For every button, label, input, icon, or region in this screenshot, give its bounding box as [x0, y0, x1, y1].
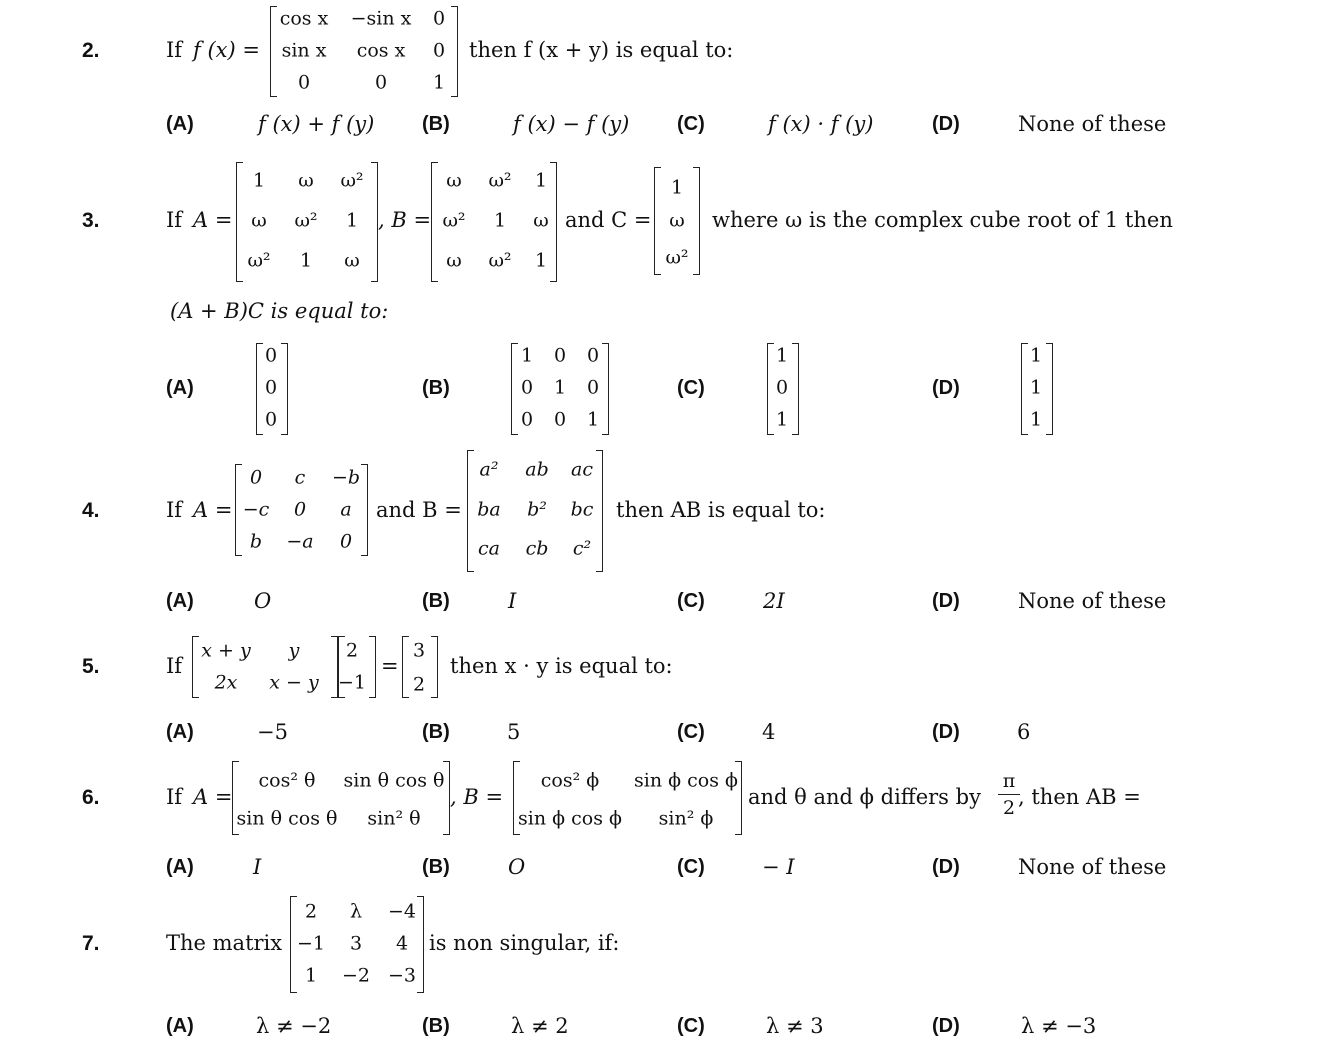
matrix-cell: ω: [298, 169, 314, 192]
option-label[interactable]: (C): [677, 721, 705, 743]
option-label[interactable]: (C): [677, 1015, 705, 1037]
option-label[interactable]: (A): [166, 1015, 194, 1037]
fraction-bar: [998, 794, 1020, 795]
matrix-cell: −1: [337, 671, 367, 694]
question-if: If: [166, 498, 183, 522]
option-text[interactable]: O: [254, 589, 272, 613]
matrix-b: [431, 162, 557, 282]
matrix-cell: 2x: [214, 671, 238, 694]
right-bracket: [361, 464, 368, 556]
option-label[interactable]: (D): [932, 113, 960, 135]
fraction-pi-over-2: [998, 770, 1020, 819]
matrix-cell: 2: [345, 639, 359, 662]
matrix-cell: ω²: [488, 169, 512, 192]
option-text[interactable]: λ ≠ −3: [1021, 1014, 1097, 1038]
matrix-cell: y: [288, 639, 300, 662]
left-bracket: [431, 162, 438, 282]
option-text[interactable]: λ ≠ −2: [256, 1014, 332, 1038]
option-text[interactable]: I: [508, 589, 517, 613]
matrix-cell: 0: [374, 71, 388, 94]
matrix-cell: 0: [432, 7, 446, 30]
option-text[interactable]: f (x) · f (y): [768, 112, 874, 136]
matrix-cell: cos² θ: [258, 769, 316, 792]
option-label[interactable]: (D): [932, 721, 960, 743]
matrix-cell: 1: [670, 176, 684, 199]
matrix-cell: 3: [349, 932, 363, 955]
matrix-cell: 1: [553, 376, 567, 399]
right-bracket: [431, 636, 438, 698]
matrix-cell: x + y: [201, 639, 251, 662]
right-bracket: [281, 343, 288, 435]
matrix-cell: 1: [299, 249, 313, 272]
matrix-cell: ω: [446, 249, 462, 272]
left-bracket: [767, 343, 774, 435]
option-label[interactable]: (C): [677, 856, 705, 878]
matrix-cell: −2: [341, 964, 371, 987]
option-text[interactable]: −5: [257, 720, 288, 744]
matrix-cell: 0: [520, 408, 534, 431]
option-label[interactable]: (B): [422, 377, 450, 399]
matrix-cell: 1: [1029, 376, 1043, 399]
option-label[interactable]: (A): [166, 856, 194, 878]
matrix-cell: 0: [293, 498, 307, 521]
matrix-cell: 1: [586, 408, 600, 431]
matrix-b: [338, 636, 376, 698]
option-text[interactable]: 6: [1017, 720, 1031, 744]
matrix-cell: 1: [252, 169, 266, 192]
option-label[interactable]: (C): [677, 377, 705, 399]
matrix-cell: sin θ cos θ: [236, 807, 338, 830]
question-stem-tail: then f (x + y) is equal to:: [469, 38, 734, 62]
right-bracket: [417, 896, 424, 993]
matrix-cell: 0: [264, 376, 278, 399]
right-bracket: [331, 636, 338, 698]
option-matrix[interactable]: [767, 343, 799, 435]
matrix-a: [192, 636, 338, 698]
left-bracket: [270, 6, 277, 97]
question-stem-tail: is non singular, if:: [429, 931, 620, 955]
option-label[interactable]: (D): [932, 590, 960, 612]
matrix-cell: ω²: [665, 246, 689, 269]
matrix-cell: −sin x: [350, 7, 412, 30]
question-stem-tail: where ω is the complex cube root of 1 then: [712, 208, 1173, 232]
right-bracket: [596, 450, 603, 572]
question-number: 6.: [82, 786, 100, 809]
matrix-cell: −b: [331, 466, 361, 489]
option-text[interactable]: None of these: [1018, 855, 1167, 879]
matrix-c-label: and C =: [565, 208, 652, 232]
matrix-cell: 1: [432, 71, 446, 94]
matrix-cell: 0: [339, 530, 353, 553]
question-stem-tail: then x · y is equal to:: [450, 654, 673, 678]
matrix-cell: ω: [251, 209, 267, 232]
matrix-cell: ω²: [488, 249, 512, 272]
matrix-cell: 2: [412, 673, 426, 696]
option-label[interactable]: (A): [166, 590, 194, 612]
matrix-cell: 0: [264, 344, 278, 367]
right-bracket: [369, 636, 376, 698]
right-bracket: [550, 162, 557, 282]
matrix-cell: sin θ cos θ: [343, 769, 445, 792]
question-number: 5.: [82, 655, 100, 678]
matrix-cell: 3: [412, 639, 426, 662]
question-number: 2.: [82, 39, 100, 62]
matrix-cell: sin ϕ cos ϕ: [518, 807, 622, 830]
matrix-cell: −4: [387, 900, 417, 923]
matrix-cell: ω: [446, 169, 462, 192]
option-label[interactable]: (B): [422, 856, 450, 878]
matrix-cell: 0: [297, 71, 311, 94]
matrix-cell: 4: [395, 932, 409, 955]
matrix-cell: x − y: [269, 671, 319, 694]
option-label[interactable]: (B): [422, 590, 450, 612]
matrix-b-label: , B =: [378, 208, 432, 232]
option-text[interactable]: f (x) − f (y): [513, 112, 630, 136]
question-number: 4.: [82, 499, 100, 522]
matrix-cell: ω: [669, 209, 685, 232]
equals-sign: =: [381, 654, 399, 678]
matrix-cell: ω²: [247, 249, 271, 272]
option-label[interactable]: (B): [422, 1015, 450, 1037]
matrix-equation-label: f (x) =: [193, 38, 260, 62]
option-matrix[interactable]: [256, 343, 288, 435]
option-label[interactable]: (A): [166, 721, 194, 743]
left-bracket: [654, 167, 661, 275]
matrix-cell: ω: [533, 209, 549, 232]
right-bracket: [602, 343, 609, 435]
matrix-cell: ω²: [294, 209, 318, 232]
matrix-c: [402, 636, 438, 698]
matrix-cell: 0: [520, 376, 534, 399]
option-text[interactable]: 4: [762, 720, 776, 744]
question-stem-tail: then AB is equal to:: [616, 498, 826, 522]
option-text[interactable]: None of these: [1018, 589, 1167, 613]
option-label[interactable]: (C): [677, 113, 705, 135]
matrix-cell: 1: [520, 344, 534, 367]
option-text[interactable]: O: [508, 855, 526, 879]
left-bracket: [1021, 343, 1028, 435]
right-bracket: [792, 343, 799, 435]
matrix-cell: cos x: [279, 7, 329, 30]
option-label[interactable]: (C): [677, 590, 705, 612]
matrix-cell: cb: [525, 537, 549, 560]
matrix-7: [290, 896, 424, 993]
question-stem-tail: , then AB =: [1018, 785, 1141, 809]
fraction-numerator: π: [1002, 770, 1016, 792]
left-bracket: [467, 450, 474, 572]
matrix-a-label: A =: [193, 498, 233, 522]
question-stem-tail: and θ and ϕ differs by: [748, 785, 981, 809]
matrix-cell: 0: [586, 344, 600, 367]
matrix-cell: 0: [553, 408, 567, 431]
matrix-cell: 0: [264, 408, 278, 431]
option-label[interactable]: (B): [422, 113, 450, 135]
option-text[interactable]: 2I: [763, 589, 785, 613]
question-stem-pre: The matrix: [166, 931, 283, 955]
question-stem-line2: (A + B)C is equal to:: [170, 299, 389, 323]
matrix-cell: 1: [345, 209, 359, 232]
fraction-denominator: 2: [1002, 797, 1016, 819]
option-label[interactable]: (D): [932, 856, 960, 878]
option-label[interactable]: (B): [422, 721, 450, 743]
matrix-cell: sin ϕ cos ϕ: [634, 769, 738, 792]
option-matrix[interactable]: [511, 343, 609, 435]
left-bracket: [402, 636, 409, 698]
option-text[interactable]: I: [253, 855, 262, 879]
matrix-cell: 1: [775, 408, 789, 431]
option-label[interactable]: (A): [166, 377, 194, 399]
question-number: 7.: [82, 932, 100, 955]
matrix-f: [270, 6, 458, 97]
matrix-cell: ω²: [442, 209, 466, 232]
matrix-a: [236, 162, 378, 282]
matrix-cell: 0: [249, 466, 263, 489]
option-text[interactable]: f (x) + f (y): [258, 112, 375, 136]
matrix-a-label: A =: [193, 785, 233, 809]
matrix-cell: 0: [553, 344, 567, 367]
option-label[interactable]: (D): [932, 1015, 960, 1037]
matrix-cell: 0: [432, 39, 446, 62]
matrix-cell: 1: [493, 209, 507, 232]
left-bracket: [235, 464, 242, 556]
matrix-cell: 0: [775, 376, 789, 399]
matrix-cell: −c: [242, 498, 270, 521]
matrix-cell: 1: [1029, 408, 1043, 431]
matrix-cell: −1: [296, 932, 326, 955]
matrix-a: [235, 464, 368, 556]
matrix-cell: ab: [525, 458, 549, 481]
matrix-a-label: A =: [193, 208, 233, 232]
matrix-cell: λ: [349, 900, 363, 923]
right-bracket: [1046, 343, 1053, 435]
matrix-cell: ω: [344, 249, 360, 272]
left-bracket: [236, 162, 243, 282]
question-number: 3.: [82, 209, 100, 232]
matrix-cell: b: [249, 530, 263, 553]
question-if: If: [166, 654, 183, 678]
matrix-b-label: and B =: [376, 498, 462, 522]
option-label[interactable]: (D): [932, 377, 960, 399]
matrix-cell: sin² θ: [367, 807, 421, 830]
matrix-cell: sin x: [281, 39, 327, 62]
matrix-cell: bc: [570, 498, 594, 521]
matrix-cell: ac: [571, 458, 593, 481]
matrix-c: [654, 167, 700, 275]
option-text[interactable]: None of these: [1018, 112, 1167, 136]
matrix-cell: sin² ϕ: [658, 807, 714, 830]
option-text[interactable]: − I: [762, 855, 795, 879]
matrix-cell: 1: [534, 249, 548, 272]
right-bracket: [451, 6, 458, 97]
question-if: If: [166, 38, 183, 62]
right-bracket: [371, 162, 378, 282]
option-text[interactable]: λ ≠ 3: [766, 1014, 824, 1038]
matrix-a: [232, 761, 450, 835]
matrix-cell: cos² ϕ: [540, 769, 600, 792]
matrix-cell: −3: [387, 964, 417, 987]
matrix-cell: cos x: [356, 39, 406, 62]
option-text[interactable]: 5: [507, 720, 521, 744]
matrix-cell: 1: [775, 344, 789, 367]
right-bracket: [693, 167, 700, 275]
matrix-cell: 2: [304, 900, 318, 923]
left-bracket: [290, 896, 297, 993]
matrix-cell: c: [294, 466, 306, 489]
matrix-cell: 1: [534, 169, 548, 192]
matrix-cell: ω²: [340, 169, 364, 192]
matrix-b-label: , B =: [450, 785, 504, 809]
option-label[interactable]: (A): [166, 113, 194, 135]
option-text[interactable]: λ ≠ 2: [511, 1014, 569, 1038]
matrix-cell: b²: [527, 498, 547, 521]
matrix-cell: a: [340, 498, 352, 521]
question-if: If: [166, 785, 183, 809]
matrix-cell: ba: [477, 498, 501, 521]
option-matrix[interactable]: [1021, 343, 1053, 435]
matrix-cell: 1: [1029, 344, 1043, 367]
matrix-cell: c²: [572, 537, 592, 560]
left-bracket: [256, 343, 263, 435]
left-bracket: [511, 343, 518, 435]
question-if: If: [166, 208, 183, 232]
matrix-b: [513, 761, 742, 835]
matrix-cell: 0: [586, 376, 600, 399]
matrix-cell: 1: [304, 964, 318, 987]
left-bracket: [192, 636, 199, 698]
matrix-cell: ca: [478, 537, 500, 560]
matrix-cell: a²: [479, 458, 499, 481]
matrix-cell: −a: [286, 530, 314, 553]
matrix-b: [467, 450, 603, 572]
